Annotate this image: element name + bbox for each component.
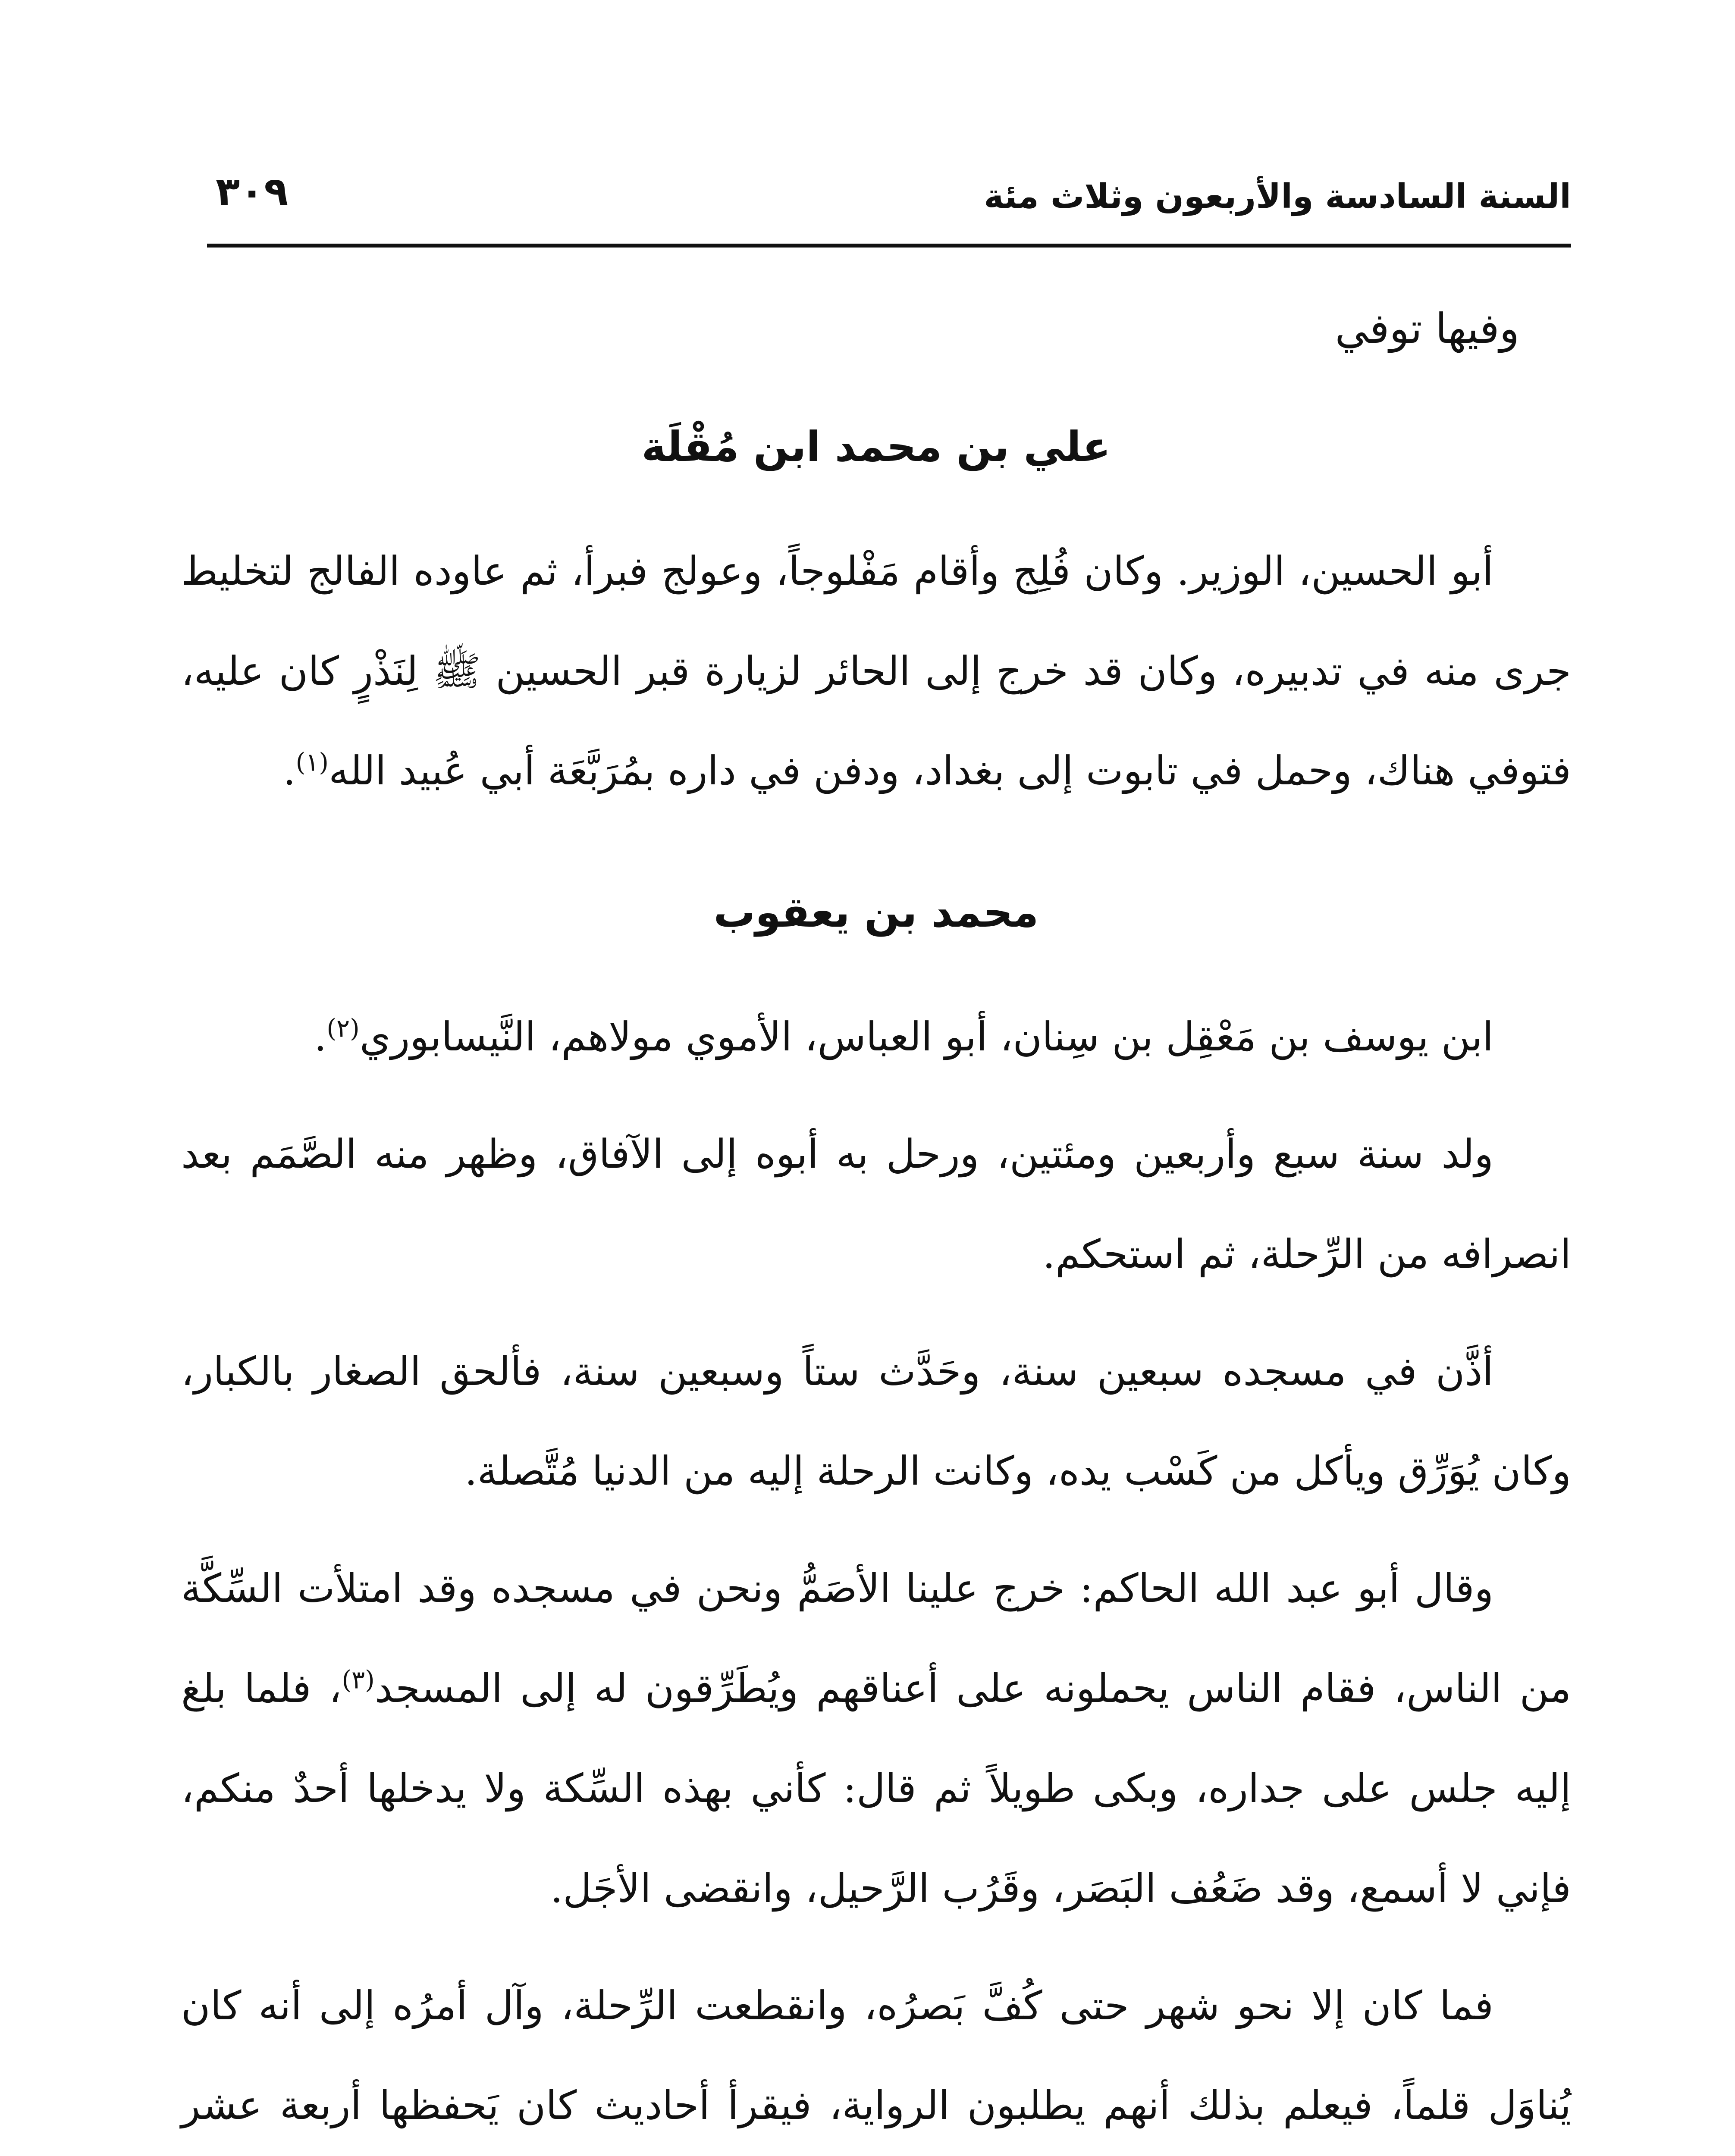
section-heading-muhammad-ibn-yaqub: محمد بن يعقوب: [713, 888, 1039, 937]
paragraph: أبو الحسين، الوزير. وكان فُلِج وأقام مَفْلوجاً، وعولج فبرأ، ثم عاوده الفالج لتخليط جرى منه في تدبيره، وكان قد خرج إلى الحائر لزيارة قبر الحسين ﷺ لِنَذْرٍ كان عليه، فتوفي هناك، وحمل في تابوت إلى بغداد، ودفن في داره بمُرَبَّعَة أبي عُبيد الله$^{(١)}$.: [181, 548, 1571, 794]
section-heading-ibn-muqla: علي بن محمد ابن مُقْلَة: [641, 423, 1111, 471]
paragraph: ولد سنة سبع وأربعين ومئتين، ورحل به أبوه إلى الآفاق، وظهر منه الصَّمَم بعد انصرافه من الرِّحلة، ثم استحكم.: [181, 1131, 1571, 1277]
paragraph: ابن يوسف بن مَعْقِل بن سِنان، أبو العباس، الأموي مولاهم، النَّيسابوري$^{(٢)}$.: [314, 1013, 1493, 1060]
running-header: [207, 164, 1571, 250]
footnote-ref: (٣): [342, 1665, 375, 1695]
paragraph: أذَّن في مسجده سبعين سنة، وحَدَّث ستاً وسبعين سنة، فألحق الصغار بالكبار، وكان يُوَرِّق ويأكل من كَسْب يده، وكانت الرحلة إليه من الدنيا مُتَّصلة.: [181, 1348, 1571, 1495]
paragraph: وقال أبو عبد الله الحاكم: خرج علينا الأصَمُّ ونحن في مسجده وقد امتلأت السِّكَّة من الناس، فقام الناس يحملونه على أعناقهم ويُطَرِّقون له إلى المسجد$^{(٣)}$، فلما بلغ إليه جلس على جداره، وبكى طويلاً ثم قال: كأني بهذه السِّكة ولا يدخلها أحدٌ منكم، فإني لا أسمع، وقد ضَعُف البَصَر، وقَرُب الرَّحيل، وانقضى الأجَل.: [181, 1565, 1571, 1912]
footnote-ref: (٢): [326, 1013, 360, 1043]
intro-line: وفيها توفي: [1335, 304, 1519, 353]
page-number: ٣٠٩: [216, 169, 289, 215]
running-header-title: السنة السادسة والأربعون وثلاث مئة: [984, 177, 1571, 216]
header-divider: [207, 244, 1571, 248]
paragraph: فما كان إلا نحو شهر حتى كُفَّ بَصرُه، وانقطعت الرِّحلة، وآل أمرُه إلى أنه كان يُناوَل قلماً، فيعلم بذلك أنهم يطلبون الرواية، فيقرأ أحاديث كان يَحفظها أربعة عشر: [181, 1982, 1571, 2129]
footnote-ref: (١): [295, 747, 329, 777]
page-body: [181, 280, 1571, 2156]
